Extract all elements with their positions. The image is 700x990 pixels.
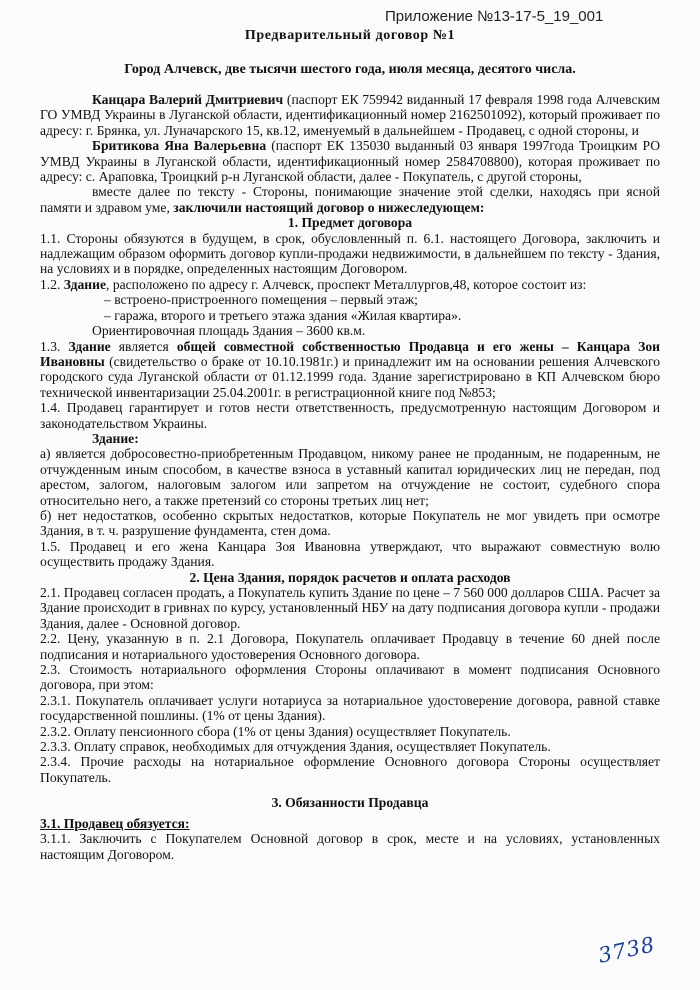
clause-2-3-4: 2.3.4. Прочие расходы на нотариальное оформление Основного договора Стороны осуществляет Покупатель. <box>40 754 660 785</box>
party2-name: Бритикова Яна Валерьевна <box>92 138 267 154</box>
section1-heading: 1. Предмет договора <box>287 215 413 231</box>
clause-text: , расположено по адресу г. Алчевск, проспект Металлургов,48, которое состоит из: <box>106 276 587 292</box>
city-date-line: Город Алчевск, две тысячи шестого года, июля месяца, десятого числа. <box>124 62 576 77</box>
preamble-text: вместе далее по тексту - Стороны, понимающие значение этой сделки, находясь при ясной памяти и здравом уме, <box>40 184 660 215</box>
clause-2-1: 2.1. Продавец согласен продать, а Покупатель купить Здание по цене – 7 560 000 долларов США. Расчет за Здание происходит в гривнах по курсу, установленный НБУ на дату подписания договора купли - продажи Здания, далее - Основной договор. <box>40 585 660 631</box>
clause-text: является <box>110 338 177 354</box>
clause-bold: Здание <box>63 276 107 292</box>
section2-heading: 2. Цена Здания, порядок расчетов и оплата расходов <box>189 569 511 585</box>
party2-details: (паспорт ЕК 135030 выданный 03 января 1997года Троицким РО УМВД Украины в Луганской области, идентификационный номер 2584708800), которая проживает по адресу: с. Араповка, Троицкий р-н Луганской области, далее - Покупатель, с другой стороны, <box>40 138 661 185</box>
clause-1-1: 1.1. Стороны обязуются в будущем, в срок, обусловленный п. 6.1. настоящего Договора, заключить и надлежащим образом оформить договор купли-продажи недвижимости, в дальнейшем по тексту - Здания, на условиях и в порядке, определенных настоящим Договором. <box>40 230 660 277</box>
clause-bold: Здание <box>68 338 111 354</box>
party2-paragraph <box>40 138 660 184</box>
clause-3-1-1: 3.1.1. Заключить с Покупателем Основной договор в срок, месте и на условиях, установленных настоящим Договором. <box>40 831 660 862</box>
party1-paragraph <box>40 92 660 138</box>
preamble-bold: заключили настоящий договор о нижеследующем: <box>173 199 485 215</box>
contract-body <box>40 92 660 862</box>
party1-details: (паспорт ЕК 759942 виданный 17 февраля 1998 года Алчевским ГО УМВД Украины в Луганской области, идентификационный номер 2162501092), который проживает по адресу: г. Брянка, ул. Луначарского 15, кв.12, именуемый в дальнейшем - Продавец, с одной стороны, и <box>40 92 660 138</box>
area-line: Ориентировочная площадь Здания – 3600 кв.м. <box>92 323 366 339</box>
clause-1-3 <box>40 339 660 401</box>
document-title: Предварительный договор №1 <box>244 28 456 43</box>
party1-name: Канцара Валерий Дмитриевич <box>92 92 284 107</box>
clause-text: (свидетельство о браке от 10.10.1981г.) и принадлежит им на основании решения Алчевского городского суда Луганской области от 01.12.1999 года. Здание зарегистрировано в КП Алчевском бюро технической инвентаризации 25.04.2001г. в регистрационной книге под №853; <box>40 353 660 400</box>
handwritten-page-mark: 3738 <box>596 932 658 968</box>
list-item: – гаража, второго и третьего этажа здания «Жилая квартира». <box>104 307 462 323</box>
section3-subheading: 3.1. Продавец обязуется: <box>40 815 190 831</box>
clause-1-4-a: а) является добросовестно-приобретенным Продавцом, никому ранее не проданным, не подаренным, не отчужденным иным способом, в качестве взноса в уставный капитал юридических лиц не передан, под арестом, залогом, налоговым залогом или запретом на отчуждение не состоит, судебного спора относительно него, а также претензий со стороны третьих лиц нет; <box>40 446 660 508</box>
clause-1-5: 1.5. Продавец и его жена Канцара Зоя Ивановна утверждают, что выражают совместную волю осуществить продажу Здания. <box>40 538 660 570</box>
building-label <box>40 431 660 446</box>
clause-1-2 <box>40 277 660 292</box>
clause-2-2: 2.2. Цену, указанную в п. 2.1 Договора, Покупатель оплачивает Продавцу в течение 60 дней после подписания и нотариального удостоверения Основного договора. <box>40 631 660 662</box>
clause-bold: общей совместной собственностью Продавца и его жены – Канцара Зои Ивановны <box>40 338 660 369</box>
clause-number: 1.3. <box>40 338 69 354</box>
clause-2-3-1: 2.3.1. Покупатель оплачивает услуги нотариуса за нотариальное удостоверение договора, равной ставке государственной пошлины. (1% от цены Здания). <box>40 692 660 724</box>
clause-2-3-3: 2.3.3. Оплату справок, необходимых для отчуждения Здания, осуществляет Покупатель. <box>40 739 551 755</box>
clause-2-3-2: 2.3.2. Оплату пенсионного сбора (1% от цены Здания) осуществляет Покупатель. <box>40 723 511 739</box>
clause-number: 1.2. <box>40 276 64 292</box>
preamble-paragraph <box>40 184 660 215</box>
annex-reference: Приложение №13-17-5_19_001 <box>385 8 604 25</box>
list-item: – встроено-пристроенного помещения – первый этаж; <box>104 292 418 308</box>
clause-2-3: 2.3. Стоимость нотариального оформления Стороны оплачивают в момент подписания Основного договора, при этом: <box>40 662 660 693</box>
clause-1-4-b: б) нет недостатков, особенно скрытых недостатков, которые Покупатель не мог увидеть при осмотре Здания, в т. ч. разрушение фундамента, стен дома. <box>40 507 660 539</box>
building-label-text: Здание: <box>92 430 139 446</box>
section3-heading: 3. Обязанности Продавца <box>271 795 429 811</box>
clause-1-4: 1.4. Продавец гарантирует и готов нести ответственность, предусмотренную настоящим Договором и законодательством Украины. <box>40 400 660 431</box>
